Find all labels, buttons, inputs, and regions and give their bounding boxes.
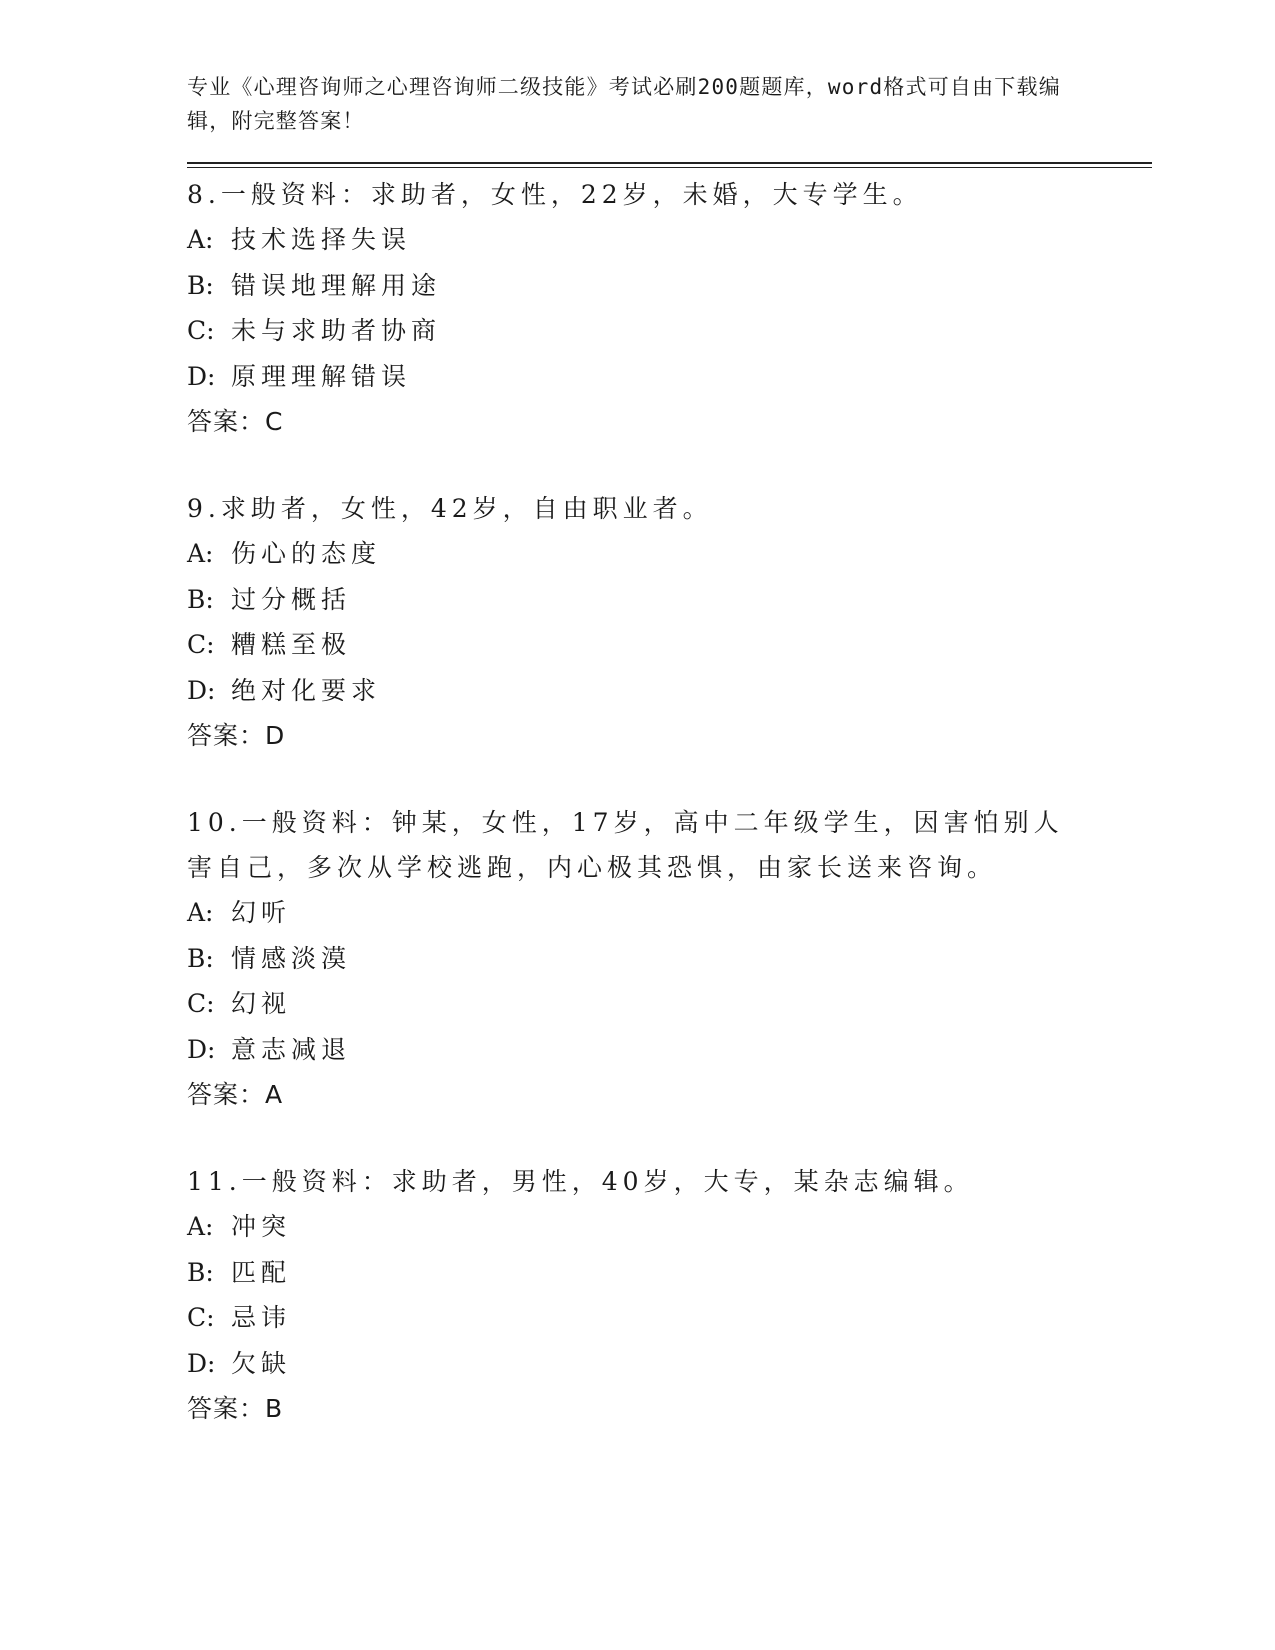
option-d [187, 668, 1152, 714]
question-stem: 11.一般资料：求助者，男性，40岁，大专，某杂志编辑。 [187, 1167, 974, 1196]
answer-line: 答案：C [187, 407, 284, 436]
option-letter: D: [187, 361, 216, 391]
option-text: 意志减退 [231, 1034, 352, 1064]
option-b [187, 936, 1152, 982]
option-c [187, 308, 1152, 354]
option-text: 幻视 [231, 989, 292, 1018]
option-text: 错误地理解用途 [231, 270, 442, 300]
option-a [187, 531, 1152, 577]
option-letter: A: [187, 539, 214, 568]
header-rule-thin [187, 167, 1152, 168]
option-text: 技术选择失误 [231, 225, 412, 254]
option-a [187, 217, 1152, 263]
option-letter: B: [187, 270, 214, 300]
question-8 [187, 172, 1152, 444]
option-letter: B: [187, 943, 214, 973]
option-text: 伤心的态度 [231, 539, 382, 568]
question-9 [187, 486, 1152, 758]
option-a [187, 1204, 1152, 1250]
option-letter: C: [187, 630, 215, 659]
option-letter: A: [187, 1212, 214, 1241]
option-text: 冲突 [231, 1212, 292, 1241]
option-text: 原理理解错误 [231, 361, 412, 391]
option-letter: D: [187, 675, 216, 705]
option-letter: A: [187, 898, 214, 927]
question-10 [187, 800, 1152, 1117]
option-text: 幻听 [231, 898, 292, 927]
question-11 [187, 1159, 1152, 1431]
option-d [187, 1027, 1152, 1073]
option-letter: C: [187, 316, 215, 345]
option-text: 情感淡漠 [231, 943, 352, 973]
question-stem: 10.一般资料：钟某，女性，17岁，高中二年级学生，因害怕别人害自己，多次从学校逃跑，内心极其恐惧，由家长送来咨询。 [187, 808, 1064, 882]
option-text: 匹配 [231, 1257, 292, 1287]
option-text: 欠缺 [231, 1348, 292, 1378]
option-c [187, 981, 1152, 1027]
option-a [187, 890, 1152, 936]
option-letter: C: [187, 1303, 215, 1332]
option-text: 绝对化要求 [231, 675, 382, 705]
question-stem: 8.一般资料：求助者，女性，22岁，未婚，大专学生。 [187, 180, 923, 209]
answer-line: 答案：D [187, 721, 286, 750]
option-text: 糟糕至极 [231, 630, 352, 659]
document-page [187, 70, 1152, 1473]
option-letter: D: [187, 1034, 216, 1064]
question-list [187, 172, 1152, 1431]
option-text: 过分概括 [231, 584, 352, 614]
option-letter: B: [187, 584, 214, 614]
option-letter: D: [187, 1348, 216, 1378]
option-letter: B: [187, 1257, 214, 1287]
option-b [187, 1250, 1152, 1296]
question-stem: 9.求助者，女性，42岁，自由职业者。 [187, 494, 713, 523]
option-c [187, 622, 1152, 668]
option-b [187, 577, 1152, 623]
document-header: 专业《心理咨询师之心理咨询师二级技能》考试必刷200题题库，word格式可自由下载编辑，附完整答案！ [187, 75, 1061, 133]
option-letter: A: [187, 225, 214, 254]
option-c [187, 1295, 1152, 1341]
option-d [187, 354, 1152, 400]
answer-line: 答案：B [187, 1394, 284, 1423]
option-letter: C: [187, 989, 215, 1018]
option-b [187, 263, 1152, 309]
option-text: 未与求助者协商 [231, 316, 442, 345]
header-rule-thick [187, 162, 1152, 164]
option-text: 忌讳 [231, 1303, 292, 1332]
option-d [187, 1341, 1152, 1387]
answer-line: 答案：A [187, 1080, 284, 1109]
